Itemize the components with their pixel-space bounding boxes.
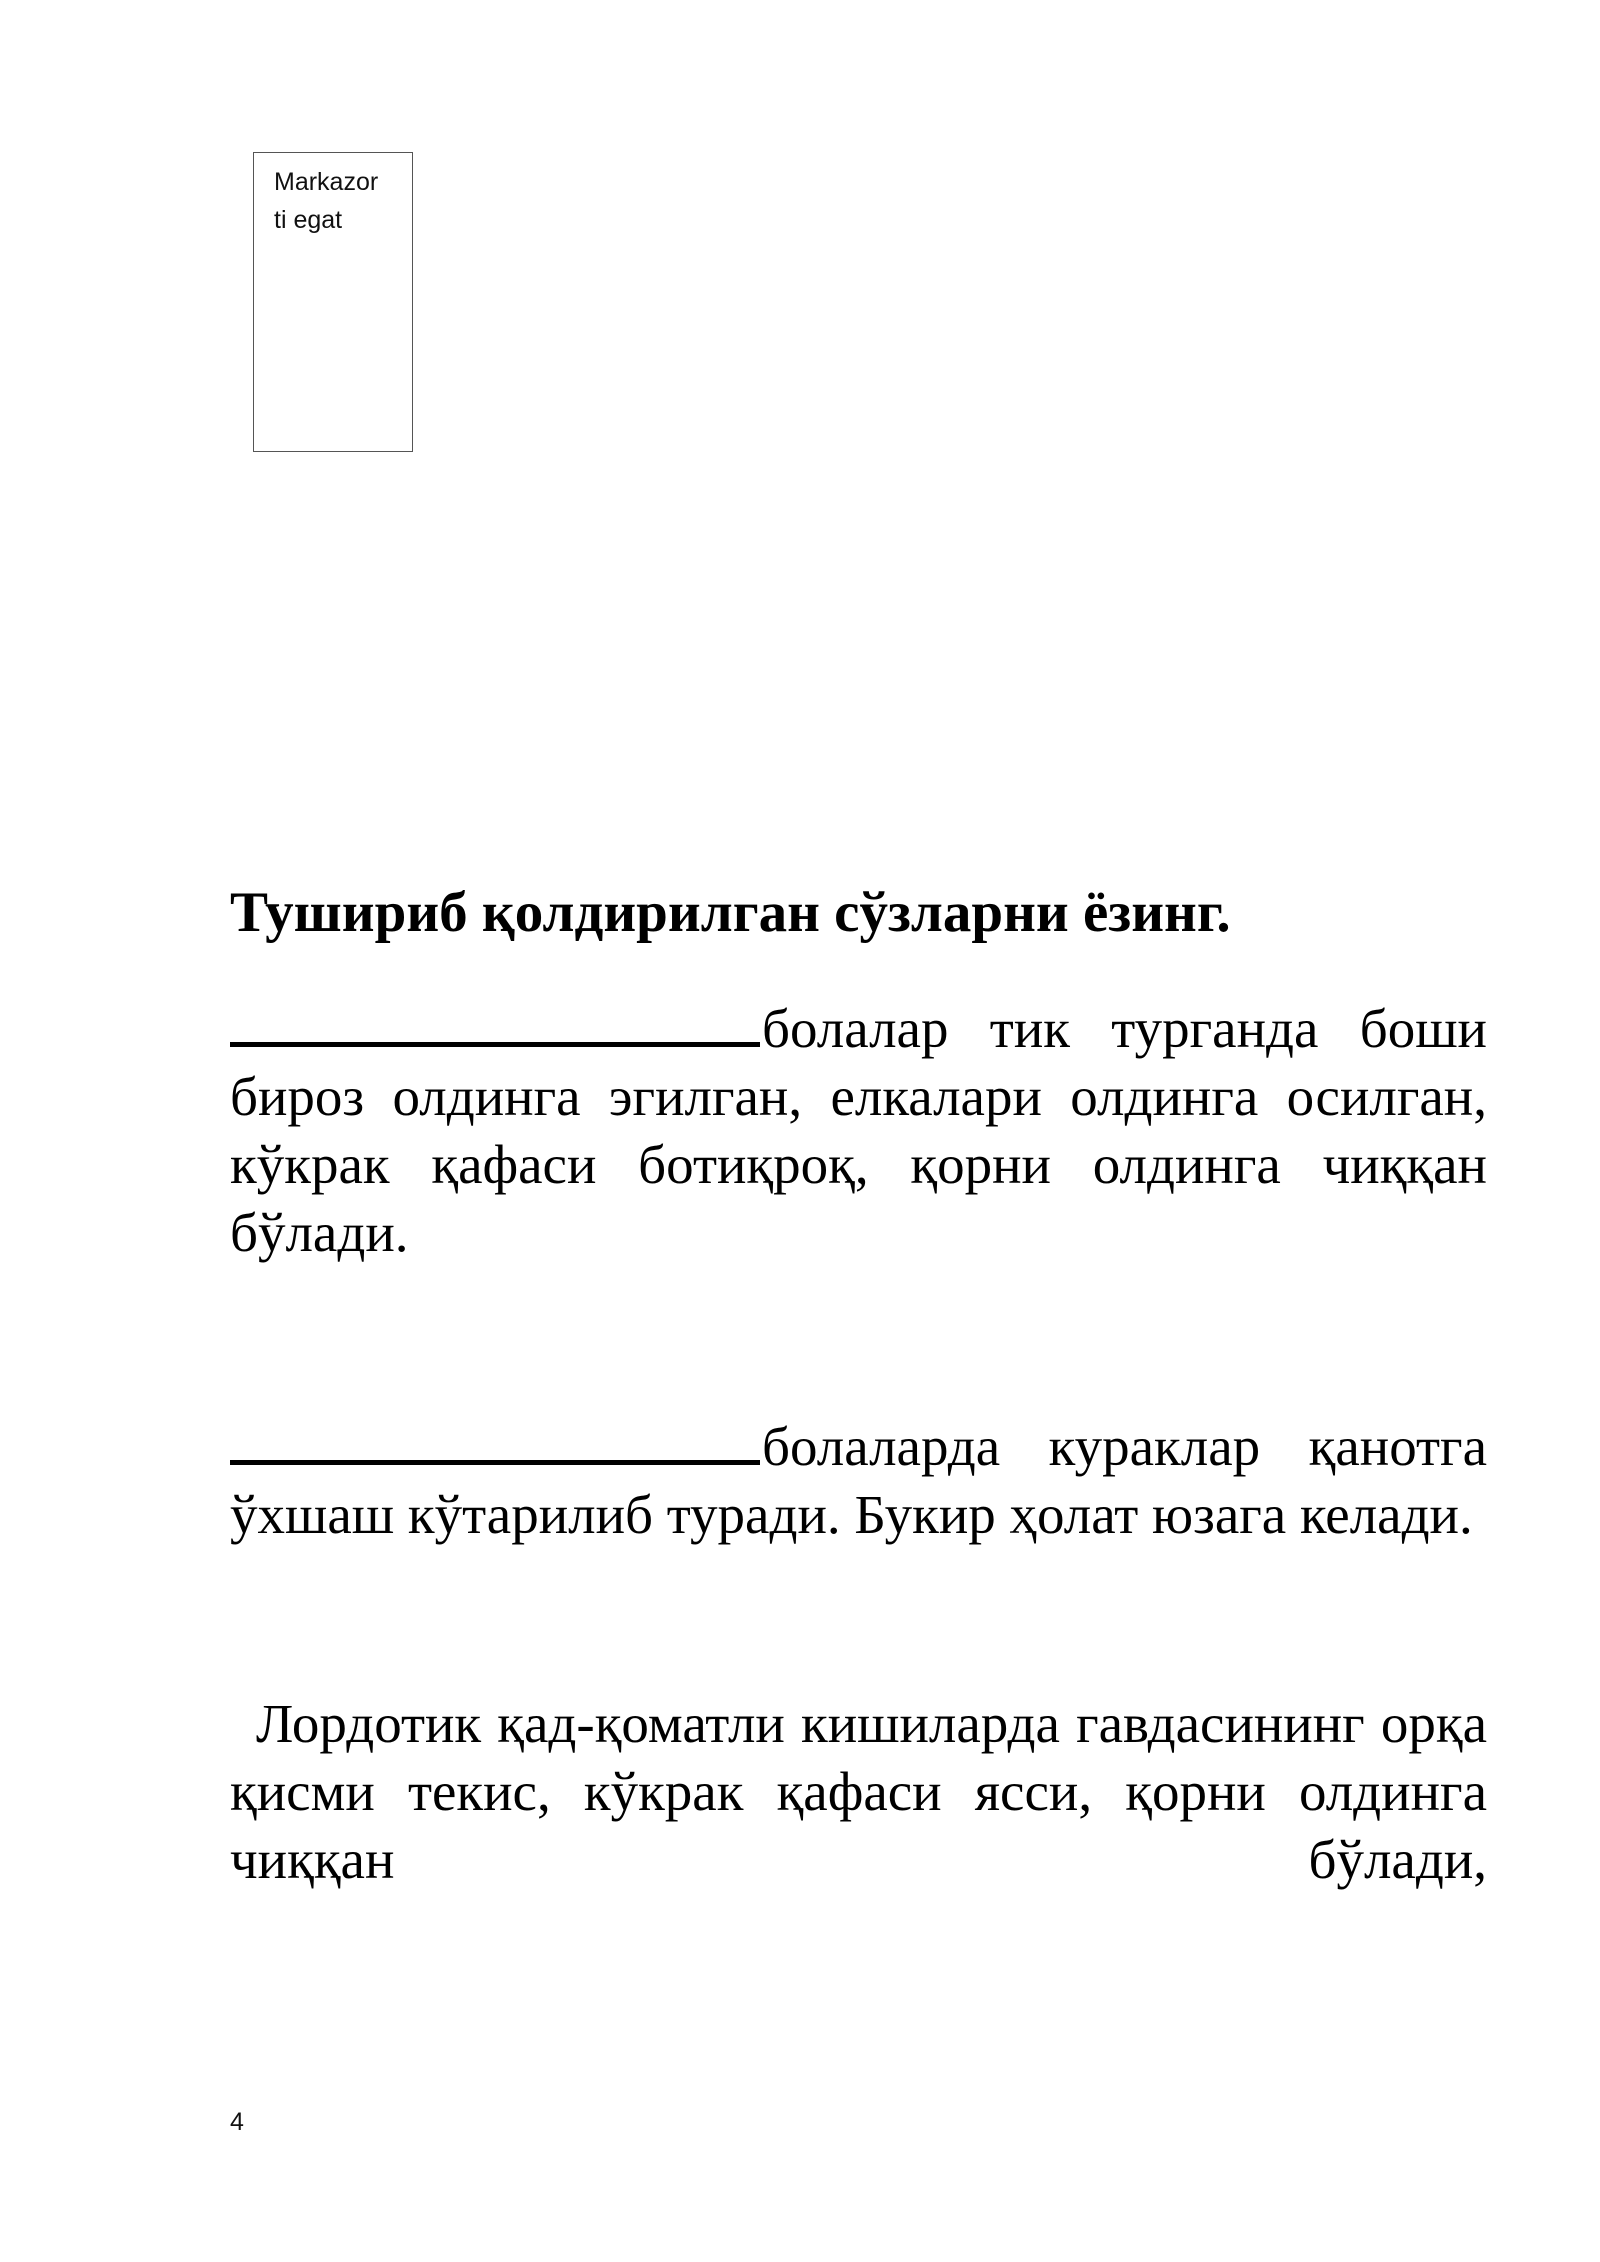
stamp-line-2: ti egat [274, 206, 343, 234]
stamp-line-1: Markazor [274, 168, 379, 196]
paragraph-3-text: Лордотик қад-қоматли кишиларда гавдасининг орқа қисми текис, кўкрак қафаси ясси, қорни олдинга чиққан бўлади, [230, 1693, 1487, 1890]
fill-in-blank-2 [230, 1408, 760, 1465]
paragraph-3 [230, 1690, 1487, 1894]
paragraph-1 [230, 990, 1487, 1267]
exercise-heading: Тушириб қолдирилган сўзларни ёзинг. [230, 881, 1231, 944]
stamp-box [253, 152, 413, 452]
paragraph-2 [230, 1408, 1487, 1549]
page-number: 4 [230, 2108, 244, 2136]
paragraph-1-text: болалар тик турганда боши бироз олдинга эгилган, елкалари олдинга осилган, кўкрак қафаси ботиқроқ, қорни олдинга чиққан бўлади. [230, 998, 1487, 1263]
paragraph-2-text: болаларда кураклар қанотга ўхшаш кўтарилиб туради. Букир ҳолат юзага келади. [230, 1416, 1487, 1545]
fill-in-blank-1 [230, 990, 760, 1047]
document-body [230, 880, 1487, 1894]
